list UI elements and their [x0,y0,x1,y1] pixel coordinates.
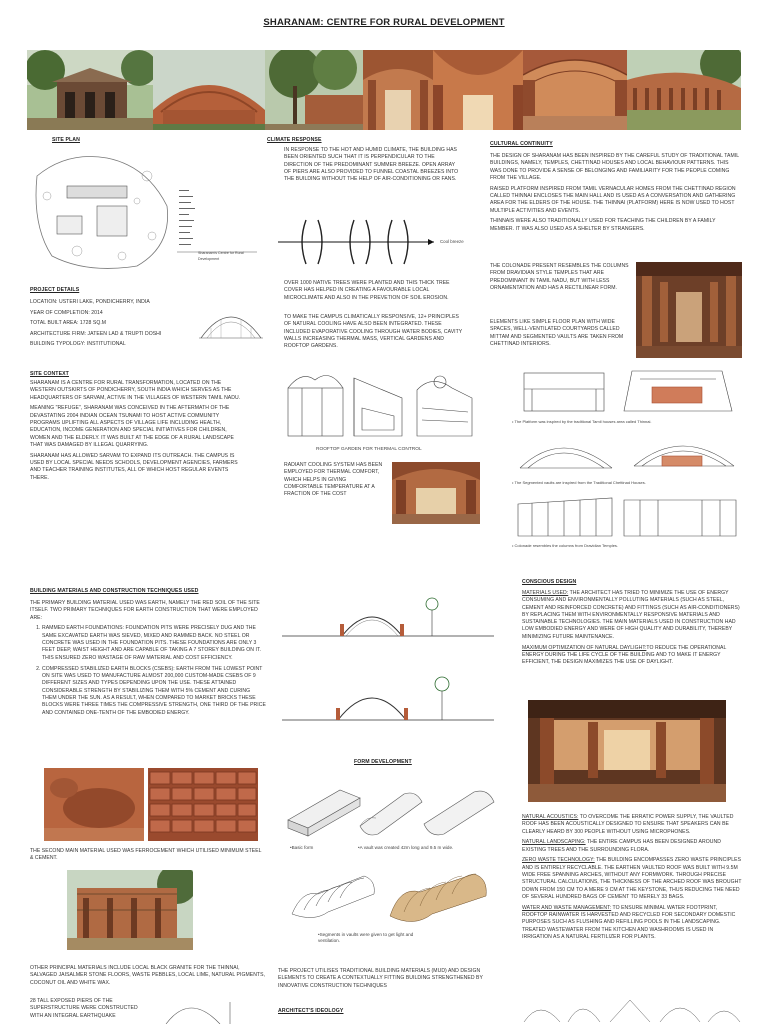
form-heading: FORM DEVELOPMENT [354,759,412,765]
vault-form-2 [420,780,500,840]
climate-p1: IN RESPONSE TO THE HOT AND HUMID CLIMATE, THE BUILDING HAS BEEN ORIENTED SUCH THAT IT IS PERPENDICULAR TO THE DIRECTION OF THE PREDOMINANT SUMMER BREEZE. OPEN ARRAY OF PIERS ARE ALSO PROVIDED TO FUNNEL COASTAL BREEZES INTO THE BUILDING WITHOUT THE HELP OF AIR-CONDITIONING OR FANS. [284,147,459,183]
cultural-p1: THE DESIGN OF SHARANAM HAS BEEN INSPIRED BY THE CAREFUL STUDY OF TRADITIONAL TAMIL BUILDINGS, NAMELY, TEMPLES, CHETTINAD HOUSES AND LOCAL BEHAVIOUR PATTERNS. THIS WAS DONE TO PROVIDE A SENSE OF BELONGING AND FAMILIARITY FOR THE PEOPLE COMING FROM THE VILLAGE. [490,153,739,181]
conscious-daylight-text: TO REDUCE THE OPERATIONAL ENERGY DURING THE LIFE CYCLE OF THE BUILDING AND TO MAKE IT ENERGY EFFICIENT, THE DESIGN MAXIMIZES THE USE OF DAYLIGHT. [522,644,727,666]
conscious-daylight-label: MAXIMUM OPTIMIZATION OF NATURAL DAYLIGHT: [522,644,647,651]
basic-form-box [284,780,364,840]
project-firm: ARCHITECTURE FIRM: JATEEN LAD & TRUPTI DOSHI [30,330,162,337]
project-typology: BUILDING TYPOLOGY: INSTITUTIONAL [30,341,126,347]
site-plan-caption: Sharanam's Centre for Rural Development [198,251,244,261]
rooftop-garden-sketch [282,368,482,444]
project-details-heading: PROJECT DETAILS [30,287,80,293]
conscious-water-label: WATER AND WASTE MANAGEMENT: [522,904,612,911]
site-context-p3: SHARANAM HAS ALLOWED SARVAM TO EXPAND ITS OUTREACH. THE CAMPUS IS USED BY LOCAL SPECIAL NEEDS SCHOOLS, DEVELOPMENT AGENCIES, FARMERS AND TEACHER TRAINING INSTITUTES, ALL OF WHICH HOST REGULAR EVENTS THERE. [30,452,238,481]
conscious-materials-text: THE ARCHITECT HAS TRIED TO MINIMIZE THE USE OF ENERGY CONSUMING AND ENVIRONMENTALLY POLLUTING MATERIALS (SUCH AS STEEL, CEMENT AND REINFORCED CONCRETE) AND FITTINGS (SUCH AS AIR-CONDITIONERS) BY REPLACING THEM WITH ENVIRONMENTALLY RESPONSIVE MATERIALS AND SUSTAINABLE TECHNOLOGIES. THE MAIN MATERIALS USED IN CONSTRUCTION HAD LOW EMBODIED ENERGY AND WERE OF HIGH QUALITY AND DURABILITY, THEREBY MINIMIZING FUTURE MAINTENANCE. [522,590,740,640]
conscious-daylight [522,645,742,667]
climate-p2: OVER 1000 NATIVE TREES WERE PLANTED AND THIS THICK TREE COVER HAS HELPED IN CREATING A FAVOURABLE LOCAL MICROCLIMATE AND ALSO IN THE PREVETION OF SOIL EROSION. [284,280,450,301]
conscious-water [522,905,744,941]
rooftop-garden-caption: ROOFTOP GARDEN FOR THERMAL CONTROL [316,447,422,452]
conscious-landscaping [522,839,744,854]
page-title: SHARANAM: CENTRE FOR RURAL DEVELOPMENT [263,17,505,28]
site-context-p2: MEANING "REFUGE", SHARANAM WAS CONCEIVED IN THE AFTERMATH OF THE DEVASTATING 2004 INDIAN OCEAN TSUNAMI TO HOST ACTIVE COMMUNITY PROGRAMS UPLIFTING ALL ASPECTS OF VILLAGE LIFE INCLUDING HEALTH, EDUCATION, INCOME GENERATION AND SPECIAL INITIATIVES FOR CHILDREN, WOMEN AND THE ELDERLY. IT WAS BUILT AT THE EDGE OF A RURAL LANDSCAPE THAT WAS DAMAGED BY ILLEGAL QUARRYING. [30,405,234,448]
site-plan-heading: SITE PLAN [52,137,80,143]
photo-vault-exterior [153,50,265,130]
vault-caption: • The Segmented vaults are inspired from the Traditional Chettinad Houses. [512,480,646,485]
section-drawing-2 [282,670,494,732]
photo-radiant-cooling [392,462,480,524]
photo-exterior-entrance [27,50,153,130]
form-cap-segments: •Segments in vaults were given to get light and ventilation. [318,932,414,943]
form-cap-vault: •A vault was created 42m long and 9.5 m wide. [358,845,454,850]
thinnai-caption: • The Platform was inspired by the traditional Tamil houses area called Thinnai. [512,419,652,424]
materials-other: OTHER PRINCIPAL MATERIALS INCLUDE LOCAL BLACK GRANITE FOR THE THINNAI, SALVAGED JAISALMER STONE FLOORS, WASTE PEBBLES, LOCAL LIME, NATURAL PIGMENTS, COCONUT OIL AND WHITE WAX. [30,965,266,986]
site-context-text [30,380,242,485]
conscious-zero-waste-text: THE BUILDING ENCOMPASSES ZERO WASTE PRINCIPLES AND IS ENTIRELY RECYCLABLE. THE EARTHEN VAULTED ROOF WAS BUILT WITH 9.5M WIDE FREE SPANNING ARCHES, WITHOUT ANY FORMWORK. THROUGH PRECISE STRUCTURAL CALCULATIONS, THE THICKNESS OF THE ARCHED ROOF WAS BROUGHT DOWN FROM 150 CM TO A MERE 9 CM AT THE KEYSTONE, THUS REDUCING THE NEED OF SEVERAL HUNDRED BAGS OF CEMENT TO MERELY 33 BAGS. [522,857,742,900]
vault-sketch [512,428,742,478]
photo-colonnade-exterior [627,50,741,130]
materials-piers: 28 TALL EXPOSED PIERS OF THE SUPERSTRUCTURE WERE CONSTRUCTED WITH AN INTEGRAL EARTHQUAKE [30,998,138,1019]
cultural-p3: THINNAIS WERE ALSO TRADITIONALLY USED FOR TEACHING THE CHILDREN BY A FAMILY MEMBER. IT WAS ALSO USED AS A SHELTER BY STRANGERS. [490,218,716,232]
cultural-heading: CULTURAL CONTINUITY [490,141,553,147]
materials-item-cseb: 2. COMPRESSED STABILIZED EARTH BLOCKS (CSEBS): EARTH FROM THE LOWEST POINT ON SITE WAS USED TO MANUFACTURE ALMOST 200,000 CUSTOM-MADE CSEBS OF 9 DIFFERENT SIZES AND TYPES DEPENDING UPON THE USE. THESE ATTAINED CONSIDERABLE STRENGTH BY STABILIZING THEM WITH 5% CEMENT AND CURING THEM UNDER THE SUN. AS A RESULT, WHEN COMPARED TO MARKET BRICKS THESE BLOCKS WERE THREE TIMES THE COMPRESSIVE STRENGTH, ONE THIRD OF THE PRICE AND CONTAINED ONE-TENTH OF THE EMBODIED ENERGY. [42,666,266,717]
conscious-landscaping-text: THE ENTIRE CAMPUS HAS BEEN DESIGNED AROUND EXISTING TREES AND THE SURROUNDING FLORA. [522,839,721,853]
photo-construction-site [67,870,193,950]
colonnade-caption: • Colonade resembles the columns from Dravidian Temples. [512,543,619,548]
photo-temple-colonnade [636,262,742,358]
photo-rammed-earth-pit [44,768,144,841]
conscious-water-text: TO ENSURE MINIMAL WATER FOOTPRINT, ROOFTOP RAINWATER IS HARVESTED AND RECYCLED FOR SECONDARY DOMESTIC PURPOSES SUCH AS FLUSHING AND REFILLING POOLS IN THE LANDSCAPING. TREATED WASTEWATER FROM THE KITCHEN AND WASHROOMS IS USED IN IRRIGATION AS A NATURAL FERTILIZER FOR PLANTS. [522,904,736,940]
conscious-acoustics-label: NATURAL ACOUSTICS: [522,814,579,820]
materials-heading: BUILDING MATERIALS AND CONSTRUCTION TECHNIQUES USED [30,588,199,594]
photo-arched-hall [433,50,523,130]
conscious-acoustics [522,814,744,836]
section-sketch-small [197,288,265,348]
photo-trees-courtyard [265,50,363,130]
site-context-heading: SITE CONTEXT [30,371,69,377]
segmented-vault-render [386,866,492,932]
bottom-right-sketches [520,994,744,1024]
cultural-p2: RAISED PLATFORM INSPIRED FROM TAMIL VERNACULAR HOMES FROM THE CHETTINAD REGION CALLED THINNAI ENCLOSES THE MAIN HALL AND IS USED AS A CONVERSATION AND GATHERING AREA FOR THE ELDERS OF THE HOUSE. THE THINNAI (PLATFORM) HERE IS NOW USED TO HOST MULTIPLE ACTIVITIES AND EVENTS. [490,185,736,214]
climate-heading: CLIMATE RESPONSE [267,137,322,143]
conscious-text-top [522,590,742,670]
materials-intro: THE PRIMARY BUILDING MATERIAL USED WAS EARTH, NAMELY THE RED SOIL OF THE SITE ITSELF. TWO PRIMARY TECHNIQUES FOR EARTH CONSTRUCTION THAT WERE EMPLOYED ARE: [30,600,260,621]
breeze-diagram [278,212,438,272]
form-cap-basic: •Basic form [290,845,314,850]
colonnade-sketch [512,488,742,542]
segmented-vault-wire [288,870,380,930]
climate-p3: TO MAKE THE CAMPUS CLIMATICALLY RESPONSIVE, 12+ PRINCIPLES OF NATURAL COOLING HAVE ALSO BEEN INTEGRATED. THESE INCLUDED EVAPORATIVE COOLING THROUGH WATER BODIES, CAVITY WALLS INCREASING THERMAL MASS, VERTICAL GARDENS AND ROOFTOP GARDENS. [284,314,463,350]
project-area: TOTAL BUILT AREA: 1728 SQ.M [30,320,107,326]
materials-ferrocement: THE SECOND MAIN MATERIAL USED WAS FERROCEMENT WHICH UTILISED MINIMUM STEEL & CEMENT. [30,848,262,862]
materials-text [30,600,266,721]
photo-daylit-interior [528,700,726,802]
photo-interior-vault [523,50,627,130]
cultural-p5: ELEMENTS LIKE SIMPLE FLOOR PLAN WITH WIDE SPACES, WELL-VENTILATED COURTYARDS CALLED MITTAM AND SEGMENTED VAULTS ARE TAKEN FROM CHETTINAD INTERIORS. [490,319,624,347]
project-year: YEAR OF COMPLETION: 2014 [30,309,103,316]
conscious-acoustics-text: TO OVERCOME THE ERRATIC POWER SUPPLY, THE VAULTED ROOF HAS BEEN ACOUSTICALLY DESIGNED TO ENSURE THAT SPEAKERS CAN BE CLEARLY HEARD BY 300 PEOPLE WITHOUT USING MICROPHONES. [522,814,734,835]
materials-list [30,625,266,717]
materials-item-rammed-earth: 1. RAMMED EARTH FOUNDATIONS: FOUNDATION PITS WERE PRECISELY DUG AND THE SAME EXCAVATED EARTH WAS SIEVED, MIXED AND RAMMED BACK. NO STEEL OR CONCRETE WAS USED IN THE FOUNDATION PITS. THESE FOUNDATIONS ARE ONLY 3 FEET DEEP, WAIST HEIGHT AND ARE CAPABLE OF TAKING A 7 STOREY BUILDING ON IT. THIS ENSURED ZERO WASTAGE OF RAW MATERIAL AND COST EFFICIENCY. [42,625,266,661]
thinnai-sketch [512,365,742,417]
ideology-heading: ARCHITECT'S IDEOLOGY [278,1008,344,1014]
conscious-zero-waste [522,857,744,901]
breeze-label: Cool breeze [440,239,464,244]
vault-form-1 [356,780,426,840]
conscious-materials [522,590,742,641]
form-p1: THE PROJECT UTILISES TRADITIONAL BUILDING MATERIALS (MUD) AND DESIGN ELEMENTS TO CREATE A CONTEXTUALLY FITTING BUILDING STRENGTHENED BY INNOVATIVE CONSTRUCTION TECHNIQUES [278,968,483,989]
conscious-zero-waste-label: ZERO WASTE TECHNOLOGY: [522,857,595,864]
project-location: LOCATION: USTERI LAKE, PONDICHERRY, INDIA [30,299,150,305]
section-drawing-1 [282,590,494,648]
conscious-text-bottom [522,814,744,945]
climate-p4: RADIANT COOLING SYSTEM HAS BEEN EMPLOYED FOR THERMAL COMFORT, WHICH HELPS IN GIVING COMFORTABLE TEMPERATURE AT A FRACTION OF THE COST [284,462,383,498]
pier-section-sketch [160,998,260,1024]
site-context-p1: SHARANAM IS A CENTRE FOR RURAL TRANSFORMATION, LOCATED ON THE WESTERN OUTSKIRTS OF PONDICHERRY, SOUTH INDIA WHICH SERVES AS THE HEADQUARTERS OF SARVAM, ACTIVE IN THE VILLAGES OF WESTERN TAMIL NADU. [30,380,241,401]
photo-cseb-blocks [148,768,258,841]
project-details-list [30,297,200,350]
conscious-landscaping-label: NATURAL LANDSCAPING: [522,839,586,846]
cultural-text [490,153,740,236]
cultural-p4: THE COLONADE PRESENT RESEMBLES THE COLUMNS FROM DRAVIDIAN STYLE TEMPLES THAT ARE PREDOMINANT IN TAMIL NADU, BUT WITH LESS ORNAMENTATION AND HAS A RECTILINEAR FORM. [490,263,629,291]
conscious-materials-label: MATERIALS USED: [522,590,569,596]
photo-vaulted-corridor [363,50,433,130]
conscious-heading: CONSCIOUS DESIGN [522,579,577,585]
